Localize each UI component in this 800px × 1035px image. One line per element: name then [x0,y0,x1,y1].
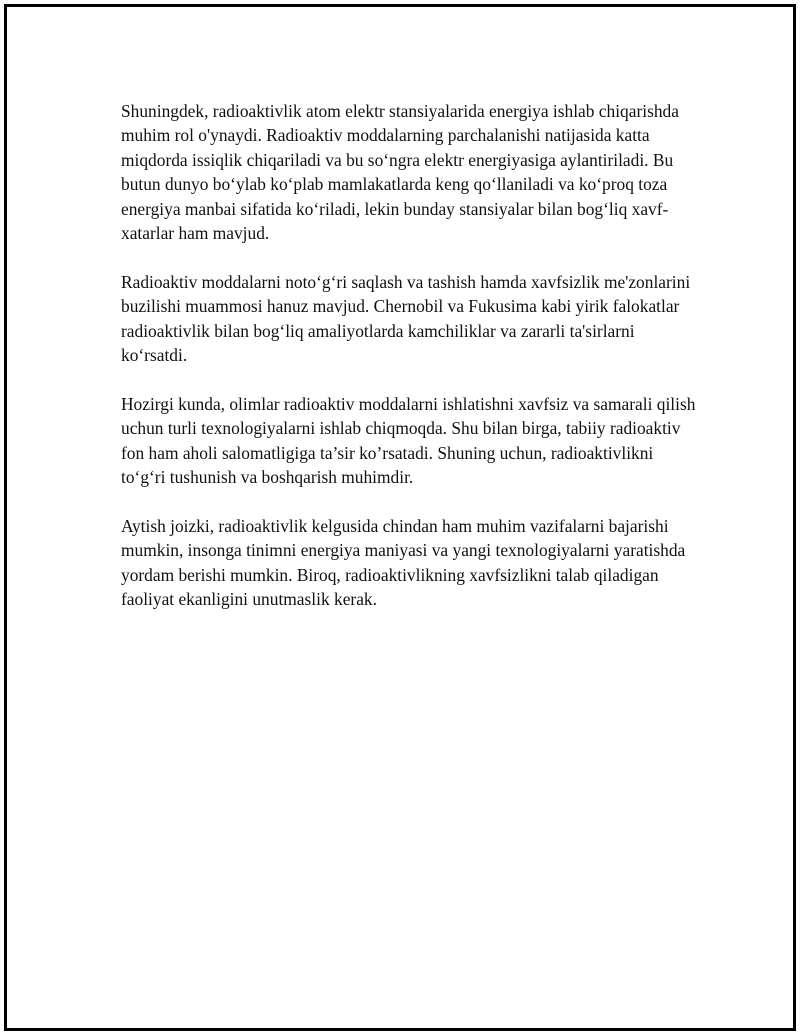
document-body [121,99,699,636]
paragraph-2: Radioaktiv moddalarni noto‘g‘ri saqlash va tashish hamda xavfsizlik me'zonlarini buzilishi muammosi hanuz mavjud. Chernobil va Fukusima kabi yirik falokatlar radioaktivlik bilan bog‘liq amaliyotlarda kamchiliklar va zararli ta'sirlarni ko‘rsatdi. [121,271,691,366]
paragraph-1: Shuningdek, radioaktivlik atom elektr stansiyalarida energiya ishlab chiqarishda muhim rol o'ynaydi. Radioaktiv moddalarning parchalanishi natijasida katta miqdorda issiqlik chiqariladi va bu so‘ngra elektr energiyasiga aylantiriladi. Bu butun dunyo bo‘ylab ko‘plab mamlakatlarda keng qo‘llaniladi va ko‘proq toza energiya manbai sifatida ko‘riladi, lekin bunday stansiyalar bilan bog‘liq xavf-xatarlar ham mavjud. [121,101,679,244]
paragraph-4: Aytish joizki, radioaktivlik kelgusida chindan ham muhim vazifalarni bajarishi mumkin, insonga tinimni energiya maniyasi va yangi texnologiyalarni yaratishda yordam berishi mumkin. Biroq, radioaktivlikning xavfsizlikni talab qiladigan faoliyat ekanligini unutmaslik kerak. [121,515,686,610]
page-frame [4,4,796,1031]
paragraph-3: Hozirgi kunda, olimlar radioaktiv moddalarni ishlatishni xavfsiz va samarali qilish uchun turli texnologiyalarni ishlab chiqmoqda. Shu bilan birga, tabiiy radioaktiv fon ham aholi salomatligiga ta’sir ko’rsatadi. Shuning uchun, radioaktivlikni to‘g‘ri tushunish va boshqarish muhimdir. [121,393,696,488]
